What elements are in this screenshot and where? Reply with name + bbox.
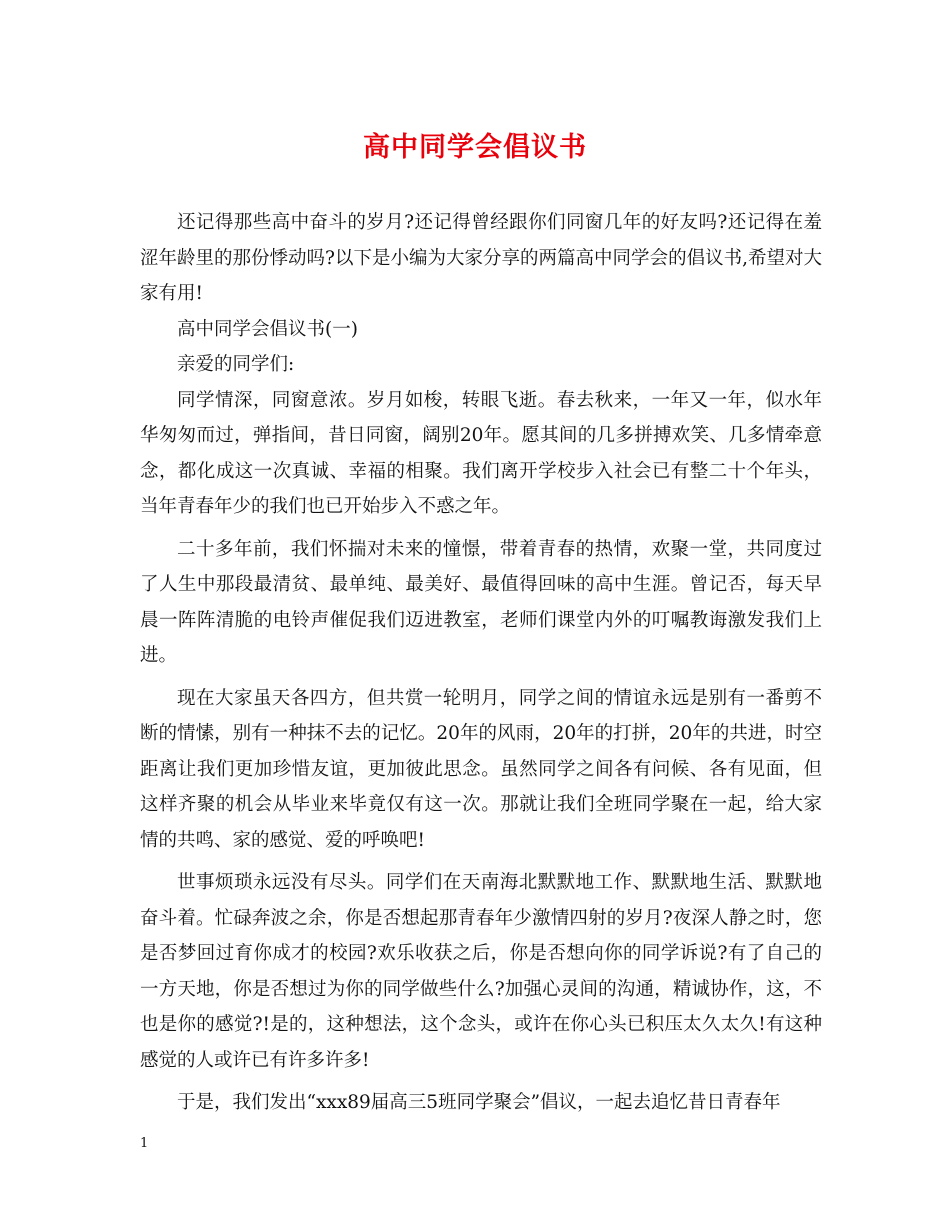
body-paragraph: 二十多年前，我们怀揣对未来的憧憬，带着青春的热情，欢聚一堂，共同度过了人生中那段最清贫、最单纯、最美好、最值得回味的高中生涯。曾记否，每天早晨一阵阵清脆的电铃声催促我们迈进教室，老师们课堂内外的叮嘱教诲激发我们上进。 (140, 538, 822, 666)
salutation: 亲爱的同学们: (177, 354, 295, 375)
body-paragraph: 世事烦琐永远没有尽头。同学们在天南海北默默地工作、默默地生活、默默地奋斗着。忙碌奔波之余，你是否想起那青春年少激情四射的岁月?夜深人静之时，您是否梦回过育你成才的校园?欢乐收获之后，你是否想向你的同学诉说?有了自己的一方天地，你是否想过为你的同学做些什么?加强心灵间的沟通，精诚协作，这，不也是你的感觉?!是的，这种想法，这个念头，或许在你心头已积压太久太久!有这种感觉的人或许已有许多许多! (140, 872, 822, 1071)
page-number: 1 (140, 1136, 149, 1151)
document-body (140, 205, 822, 1121)
body-paragraph: 现在大家虽天各四方，但共赏一轮明月，同学之间的情谊永远是别有一番剪不断的情愫，别有一种抹不去的记忆。20年的风雨，20年的打拼，20年的共进，时空距离让我们更加珍惜友谊，更加彼此思念。虽然同学之间各有问候、各有见面，但这样齐聚的机会从毕业来毕竟仅有这一次。那就让我们全班同学聚在一起，给大家情的共鸣、家的感觉、爱的呼唤吧! (140, 687, 822, 851)
document-title: 高中同学会倡议书 (363, 132, 587, 163)
body-paragraph: 同学情深，同窗意浓。岁月如梭，转眼飞逝。春去秋来，一年又一年，似水年华匆匆而过，弹指间，昔日同窗，阔别20年。愿其间的几多拼搏欢笑、几多情牵意念，都化成这一次真诚、幸福的相聚。我们离开学校步入社会已有整二十个年头，当年青春年少的我们也已开始步入不惑之年。 (140, 389, 822, 517)
intro-paragraph: 还记得那些高中奋斗的岁月?还记得曾经跟你们同窗几年的好友吗?还记得在羞涩年龄里的那份悸动吗?以下是小编为大家分享的两篇高中同学会的倡议书,希望对大家有用! (140, 212, 822, 304)
body-paragraph: 于是，我们发出“xxx89届高三5班同学聚会”倡议，一起去追忆昔日青春年 (177, 1092, 781, 1113)
section-heading: 高中同学会倡议书(一) (177, 318, 358, 340)
